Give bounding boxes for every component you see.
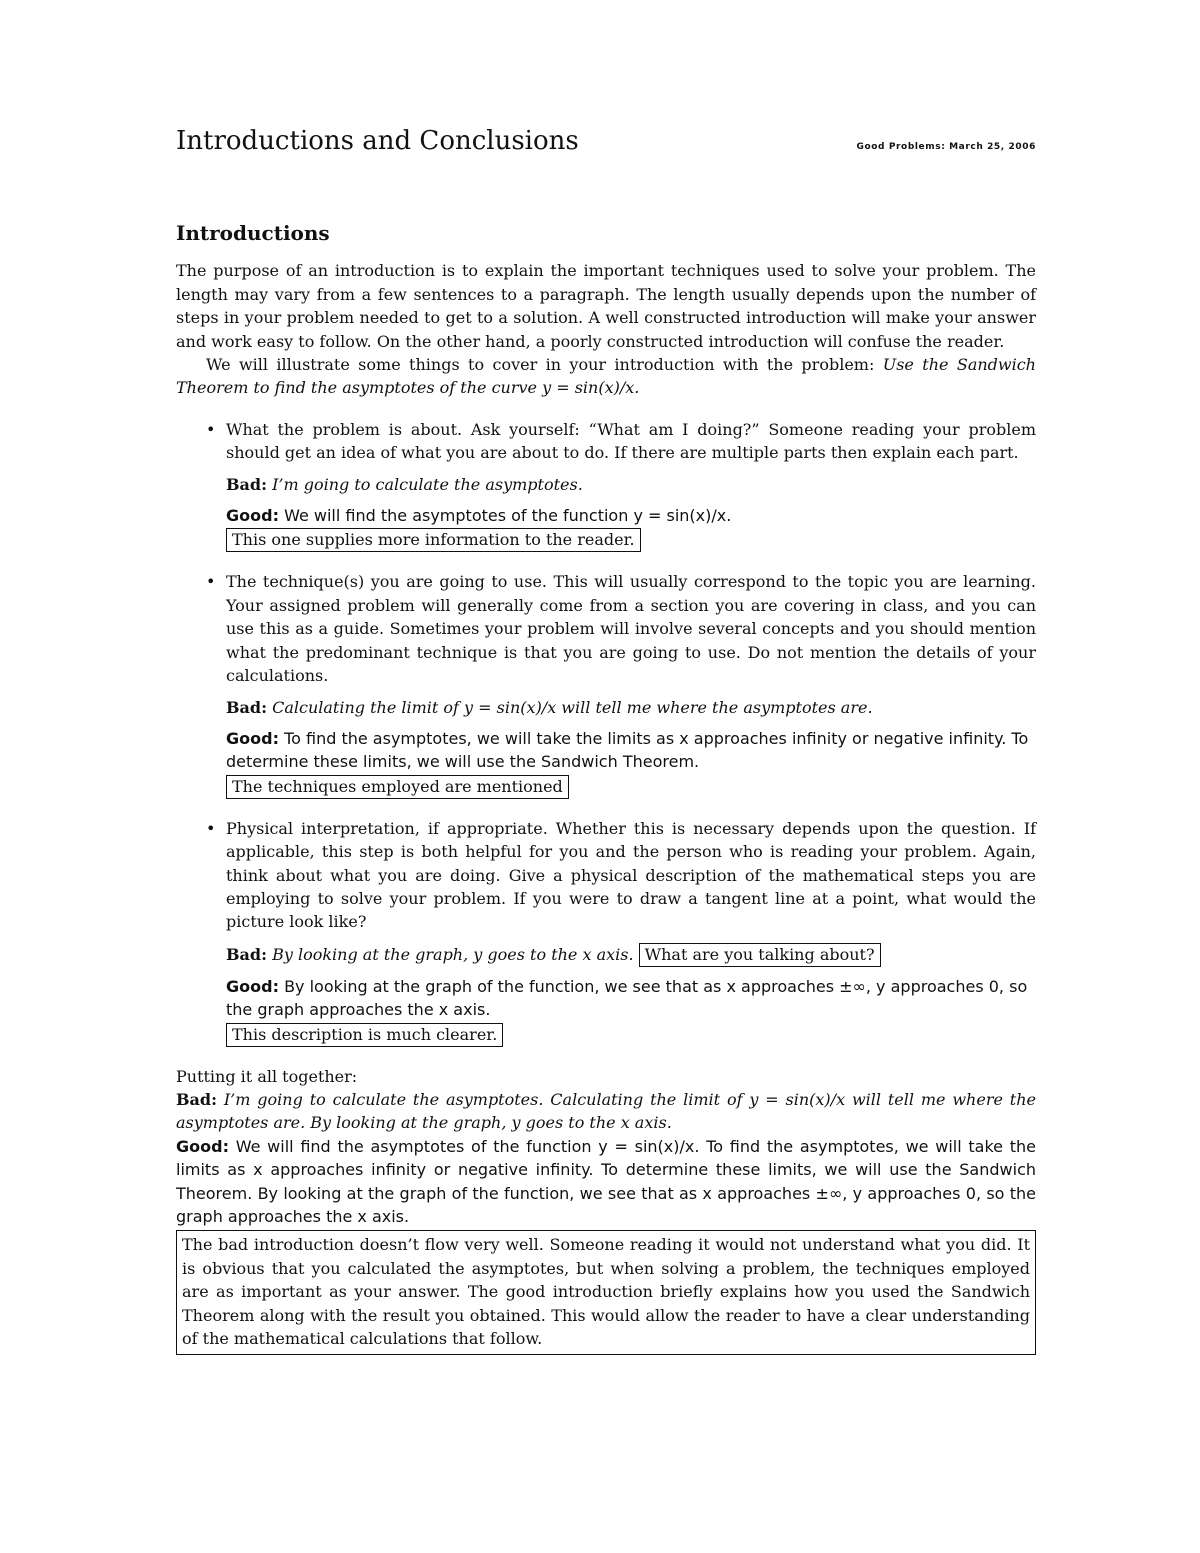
together-section [176, 1065, 1036, 1356]
note-box: This one supplies more information to the reader. [226, 528, 641, 552]
good-example [226, 504, 1036, 527]
header-meta: Good Problems: March 25, 2006 [856, 142, 1036, 152]
together-good [176, 1135, 1036, 1229]
bad-label: Bad: [226, 944, 267, 964]
good-example [226, 727, 1036, 774]
good-text: To find the asymptotes, we will take the limits as x approaches infinity or negative infinity. To determine these limits, we will use the Sandwich Theorem. [226, 728, 1029, 772]
bullet-icon: • [206, 572, 216, 592]
page-header [176, 126, 1036, 178]
together-lead: Putting it all together: [176, 1066, 358, 1086]
illustrate-paragraph [176, 353, 1036, 400]
bad-label: Bad: [226, 697, 267, 717]
good-label: Good: [226, 976, 279, 996]
summary-box: The bad introduction doesn’t flow very well. Someone reading it would not understand what you did. It is obvious that you calculated the asymptotes, but when solving a problem, the techniques employed are as important as your answer. The good introduction briefly explains how you used the Sandwich Theorem along with the result you obtained. This would allow the reader to have a clear understanding of the mathematical calculations that follow. [176, 1230, 1036, 1355]
illustrate-lead: We will illustrate some things to cover in your introduction with the problem: [206, 355, 883, 375]
good-text: We will find the asymptotes of the function y = sin(x)/x. [284, 506, 732, 526]
together-good-label: Good: [176, 1136, 229, 1156]
bullet-icon: • [206, 419, 216, 439]
bad-example [226, 696, 1036, 719]
item-text: Physical interpretation, if appropriate. Whether this is necessary depends upon the question. If applicable, this step is both helpful for you and the person who is reading your problem. Again, think about what you are doing. Give a physical description of the mathematical steps you are employing to solve your problem. If you were to draw a tangent line at a point, what would the picture look like? [226, 818, 1036, 932]
good-label: Good: [226, 728, 279, 748]
list-item [176, 817, 1036, 1047]
page-title: Introductions and Conclusions [176, 126, 579, 156]
good-text: By looking at the graph of the function, we see that as x approaches ±∞, y approaches 0, so the graph approaches the x axis. [226, 976, 1028, 1020]
good-example [226, 975, 1036, 1022]
item-text: The technique(s) you are going to use. This will usually correspond to the topic you are learning. Your assigned problem will generally come from a section you are covering in class, and you can use this as a guide. Sometimes your problem will involve several concepts and you should mention what the predominant technique is that you are going to use. Do not mention the details of your calculations. [226, 572, 1036, 686]
together-bad-label: Bad: [176, 1089, 217, 1109]
illustrate-problem: Use the Sandwich Theorem to find the asymptotes of the curve y = sin(x)/x. [176, 355, 1036, 398]
good-label: Good: [226, 506, 279, 526]
bad-text: By looking at the graph, y goes to the x axis. [272, 944, 634, 964]
together-bad [176, 1088, 1036, 1135]
intro-paragraph: The purpose of an introduction is to explain the important techniques used to solve your problem. The length may vary from a few sentences to a paragraph. The length usually depends upon the number of steps in your problem needed to get to a solution. A well constructed introduction will make your answer and work easy to follow. On the other hand, a poorly constructed introduction will confuse the reader. [176, 261, 1036, 351]
bullet-icon: • [206, 818, 216, 838]
item-text: What the problem is about. Ask yourself: “What am I doing?” Someone reading your problem should get an idea of what you are about to do. If there are multiple parts then explain each part. [226, 419, 1036, 463]
bad-example [226, 473, 1036, 496]
points-list [176, 418, 1036, 1047]
bad-label: Bad: [226, 474, 267, 494]
bad-text: I’m going to calculate the asymptotes. [272, 474, 583, 494]
section-heading: Introductions [176, 221, 330, 245]
note-box: The techniques employed are mentioned [226, 775, 569, 799]
together-bad-text: I’m going to calculate the asymptotes. Calculating the limit of y = sin(x)/x will tell me where the asymptotes are. By looking at the graph, y goes to the x axis. [176, 1089, 1036, 1133]
bad-example [226, 942, 1036, 967]
note-box: This description is much clearer. [226, 1023, 503, 1047]
bad-note-box: What are you talking about? [639, 943, 881, 967]
document-page [176, 126, 1036, 1355]
together-good-text: We will find the asymptotes of the function y = sin(x)/x. To find the asymptotes, we will take the limits as x approaches infinity or negative infinity. To determine these limits, we will use the Sandwich Theorem. By looking at the graph of the function, we see that as x approaches ±∞, y approaches 0, so the graph approaches the x axis. [176, 1136, 1036, 1226]
list-item [176, 570, 1036, 798]
list-item [176, 418, 1036, 553]
bad-text: Calculating the limit of y = sin(x)/x will tell me where the asymptotes are. [272, 697, 873, 717]
